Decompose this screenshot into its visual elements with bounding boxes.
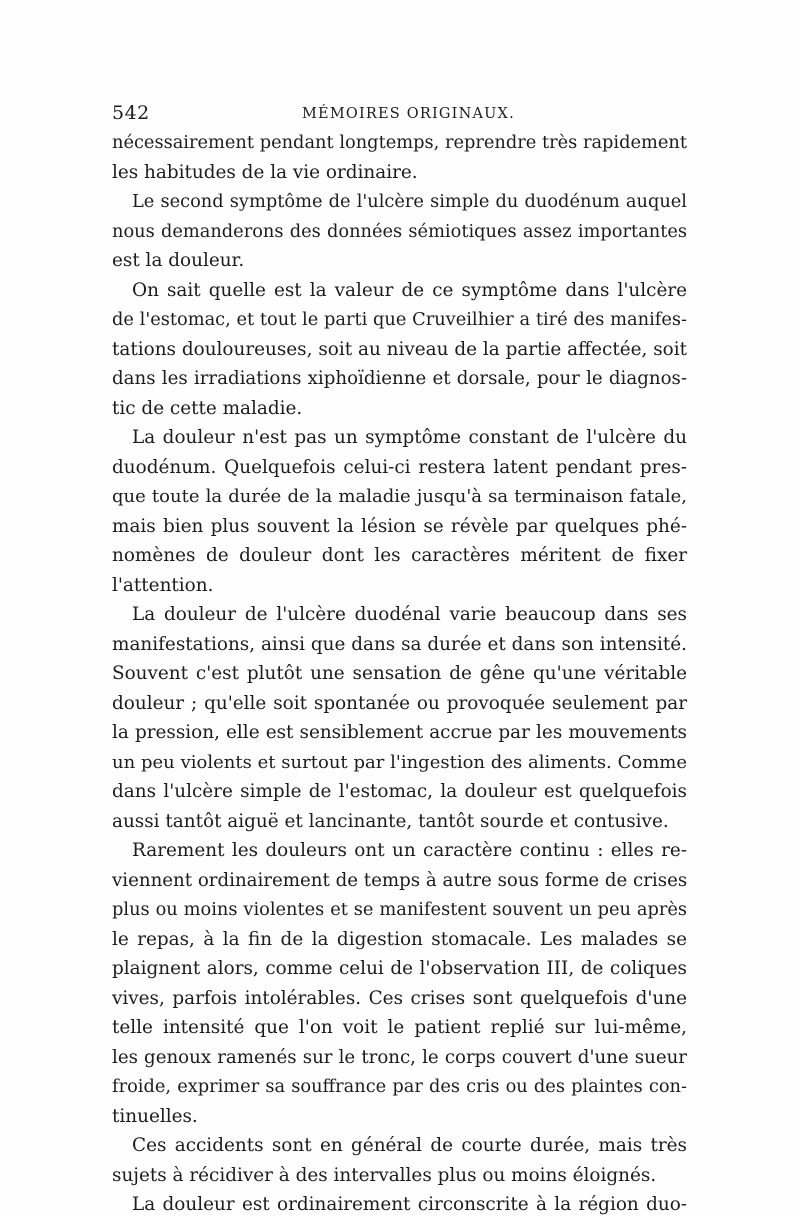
body-text (112, 128, 687, 1220)
text-line: la pression, elle est sensiblement accrue par les mouvements (112, 722, 687, 743)
text-line: Rarement les douleurs ont un caractère continu : elles re- (132, 840, 687, 861)
text-line: douleur ; qu'elle soit spontanée ou provoquée seulement par (112, 692, 687, 714)
text-line: sujets à récidiver à des intervalles plus ou moins éloignés. (112, 1164, 657, 1186)
text-line: On sait quelle est la valeur de ce symptôme dans l'ulcère (132, 279, 687, 301)
text-line: La douleur est ordinairement circonscrite à la région duo- (132, 1194, 687, 1215)
text-line: Souvent c'est plutôt une sensation de gêne qu'une véritable (112, 663, 687, 684)
text-line: les genoux ramenés sur le tronc, le corps couvert d'une sueur (112, 1046, 687, 1068)
text-line: tic de cette maladie. (112, 397, 303, 419)
text-line: Le second symptôme de l'ulcère simple du duodénum auquel (132, 191, 687, 212)
text-line: le repas, à la fin de la digestion stomacale. Les malades se (112, 928, 687, 950)
text-line: aussi tantôt aiguë et lancinante, tantôt sourde et contusive. (112, 810, 669, 832)
text-line: duodénum. Quelquefois celui-ci restera latent pendant pres- (112, 456, 687, 478)
text-line: tinuelles. (112, 1105, 198, 1127)
text-line: manifestations, ainsi que dans sa durée et dans son intensité. (112, 633, 687, 655)
running-title: MÉMOIRES ORIGINAUX. (302, 106, 515, 122)
text-line: nomènes de douleur dont les caractères méritent de fixer (112, 545, 687, 566)
running-head (112, 100, 682, 126)
text-line: Ces accidents sont en général de courte durée, mais très (132, 1135, 687, 1156)
text-line: l'attention. (112, 574, 214, 596)
text-line: nous demanderons des données sémiotiques assez importantes (112, 220, 687, 242)
text-line: de l'estomac, et tout le parti que Cruveilhier a tiré des manifes- (112, 309, 687, 330)
text-line: telle intensité que l'on voit le patient replié sur lui-même, (112, 1017, 687, 1038)
text-line: vives, parfois intolérables. Ces crises sont quelquefois d'une (112, 987, 687, 1009)
text-line: dans l'ulcère simple de l'estomac, la douleur est quelquefois (112, 781, 687, 802)
text-line: froide, exprimer sa souffrance par des cris ou des plaintes con- (112, 1076, 687, 1097)
text-line: dans les irradiations xiphoïdienne et dorsale, pour le diagnos- (112, 368, 687, 389)
text-line: plus ou moins violentes et se manifestent souvent un peu après (112, 899, 687, 920)
page-number: 542 (112, 102, 150, 124)
text-line: La douleur n'est pas un symptôme constant de l'ulcère du (132, 427, 687, 448)
text-line: tations douloureuses, soit au niveau de la partie affectée, soit (112, 338, 687, 360)
text-line: viennent ordinairement de temps à autre sous forme de crises (112, 869, 688, 891)
text-line: nécessairement pendant longtemps, reprendre très rapidement (112, 132, 687, 153)
text-line: un peu violents et surtout par l'ingestion des aliments. Comme (112, 751, 687, 773)
text-line: plaignent alors, comme celui de l'observation III, de coliques (112, 958, 687, 979)
text-line: La douleur de l'ulcère duodénal varie beaucoup dans ses (132, 604, 687, 625)
text-line: mais bien plus souvent la lésion se révèle par quelques phé- (112, 515, 687, 537)
text-line: est la douleur. (112, 250, 245, 271)
text-line: les habitudes de la vie ordinaire. (112, 161, 418, 183)
text-line: que toute la durée de la maladie jusqu'à sa terminaison fatale, (112, 486, 687, 507)
